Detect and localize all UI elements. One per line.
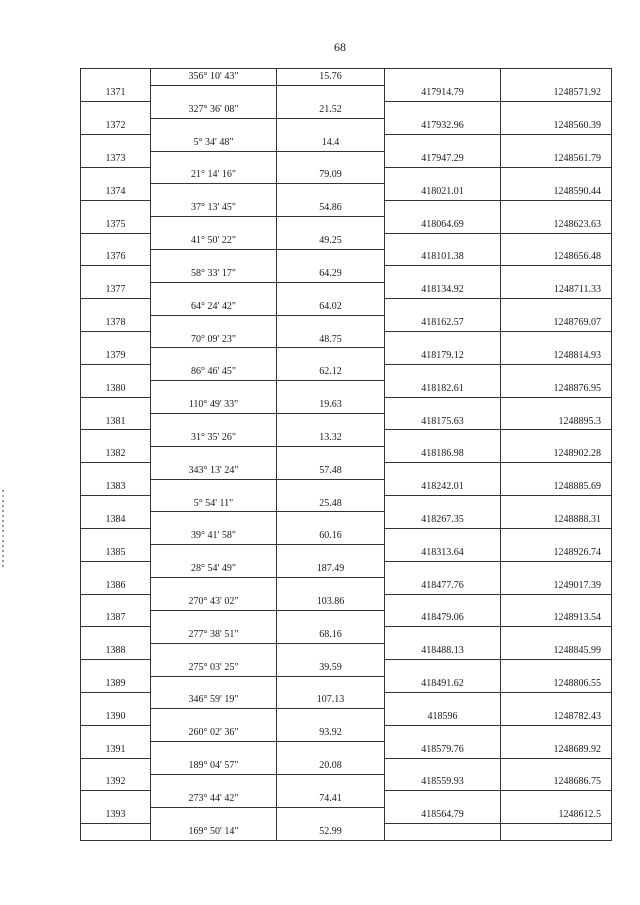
bearing-cell: 37° 13' 45": [151, 200, 277, 216]
point-id-cell: 1371: [81, 85, 151, 101]
x-coordinate-cell: [385, 364, 501, 380]
distance-cell: [277, 151, 385, 167]
x-coordinate-cell: 418182.61: [385, 381, 501, 397]
point-id-cell: [81, 233, 151, 249]
y-coordinate-cell: [501, 561, 612, 577]
distance-cell: 39.59: [277, 660, 385, 676]
distance-cell: 60.16: [277, 528, 385, 544]
table-row-segment: [81, 725, 612, 741]
table-row-point: [81, 742, 612, 758]
y-coordinate-cell: 1248885.69: [501, 479, 612, 495]
distance-cell: 93.92: [277, 725, 385, 741]
y-coordinate-cell: 1248782.43: [501, 709, 612, 725]
table-row-point: [81, 676, 612, 692]
y-coordinate-cell: 1248806.55: [501, 676, 612, 692]
table-row-segment: [81, 758, 612, 774]
table-row-point: [81, 118, 612, 134]
distance-cell: 49.25: [277, 233, 385, 249]
table-row-point: [81, 807, 612, 823]
y-coordinate-cell: 1248686.75: [501, 774, 612, 790]
point-id-cell: [81, 69, 151, 86]
bearing-cell: 31° 35' 26": [151, 430, 277, 446]
table-row-segment: [81, 167, 612, 183]
y-coordinate-cell: 1248769.07: [501, 315, 612, 331]
y-coordinate-cell: [501, 430, 612, 446]
x-coordinate-cell: [385, 496, 501, 512]
y-coordinate-cell: 1248876.95: [501, 381, 612, 397]
bearing-cell: 110° 49' 33": [151, 397, 277, 413]
x-coordinate-cell: 418021.01: [385, 184, 501, 200]
table-row-segment: [81, 332, 612, 348]
x-coordinate-cell: 418579.76: [385, 742, 501, 758]
bearing-cell: 260° 02' 36": [151, 725, 277, 741]
bearing-cell: [151, 381, 277, 397]
distance-cell: [277, 85, 385, 101]
x-coordinate-cell: 418134.92: [385, 282, 501, 298]
bearing-cell: [151, 807, 277, 823]
table-row-segment: [81, 496, 612, 512]
table-row-point: [81, 282, 612, 298]
x-coordinate-cell: 418267.35: [385, 512, 501, 528]
table-row-segment: [81, 594, 612, 610]
bearing-cell: [151, 118, 277, 134]
table-row-point: [81, 85, 612, 101]
bearing-cell: 277° 38' 51": [151, 627, 277, 643]
distance-cell: 79.09: [277, 167, 385, 183]
distance-cell: 74.41: [277, 791, 385, 807]
distance-cell: 13.32: [277, 430, 385, 446]
bearing-cell: 343° 13' 24": [151, 463, 277, 479]
distance-cell: 187.49: [277, 561, 385, 577]
point-id-cell: [81, 824, 151, 841]
table-row-segment: [81, 463, 612, 479]
x-coordinate-cell: 418477.76: [385, 578, 501, 594]
x-coordinate-cell: 417932.96: [385, 118, 501, 134]
distance-cell: [277, 118, 385, 134]
x-coordinate-cell: [385, 200, 501, 216]
table-row-segment: [81, 660, 612, 676]
point-id-cell: 1379: [81, 348, 151, 364]
bearing-cell: [151, 315, 277, 331]
x-coordinate-cell: 418175.63: [385, 414, 501, 430]
bearing-cell: 270° 43' 02": [151, 594, 277, 610]
bearing-cell: [151, 348, 277, 364]
scan-edge-mark: [2, 490, 4, 570]
point-id-cell: 1378: [81, 315, 151, 331]
y-coordinate-cell: 1248711.33: [501, 282, 612, 298]
distance-cell: [277, 676, 385, 692]
y-coordinate-cell: [501, 496, 612, 512]
bearing-cell: [151, 249, 277, 265]
x-coordinate-cell: [385, 69, 501, 86]
point-id-cell: 1372: [81, 118, 151, 134]
distance-cell: [277, 381, 385, 397]
point-id-cell: [81, 200, 151, 216]
y-coordinate-cell: 1248926.74: [501, 545, 612, 561]
y-coordinate-cell: [501, 167, 612, 183]
x-coordinate-cell: [385, 135, 501, 151]
x-coordinate-cell: [385, 233, 501, 249]
table-row-point: [81, 774, 612, 790]
y-coordinate-cell: [501, 725, 612, 741]
bearing-cell: [151, 742, 277, 758]
bearing-cell: 169° 50' 14": [151, 824, 277, 841]
bearing-cell: [151, 217, 277, 233]
table-row-point: [81, 512, 612, 528]
x-coordinate-cell: [385, 692, 501, 708]
y-coordinate-cell: [501, 200, 612, 216]
y-coordinate-cell: [501, 69, 612, 86]
y-coordinate-cell: [501, 824, 612, 841]
bearing-cell: 39° 41' 58": [151, 528, 277, 544]
y-coordinate-cell: 1248561.79: [501, 151, 612, 167]
y-coordinate-cell: [501, 135, 612, 151]
point-id-cell: 1384: [81, 512, 151, 528]
x-coordinate-cell: [385, 102, 501, 118]
distance-cell: 54.86: [277, 200, 385, 216]
y-coordinate-cell: [501, 692, 612, 708]
table-row-point: [81, 348, 612, 364]
y-coordinate-cell: 1248623.63: [501, 217, 612, 233]
point-id-cell: [81, 528, 151, 544]
y-coordinate-cell: [501, 233, 612, 249]
bearing-cell: [151, 151, 277, 167]
table-row-segment: [81, 397, 612, 413]
distance-cell: 64.29: [277, 266, 385, 282]
x-coordinate-cell: 418186.98: [385, 446, 501, 462]
distance-cell: 48.75: [277, 332, 385, 348]
y-coordinate-cell: [501, 528, 612, 544]
point-id-cell: 1387: [81, 610, 151, 626]
table-row-segment: [81, 102, 612, 118]
bearing-cell: 21° 14' 16": [151, 167, 277, 183]
table-row-point: [81, 184, 612, 200]
distance-cell: [277, 184, 385, 200]
table-row-point: [81, 578, 612, 594]
point-id-cell: 1385: [81, 545, 151, 561]
bearing-cell: [151, 610, 277, 626]
distance-cell: [277, 807, 385, 823]
table-row-point: [81, 151, 612, 167]
distance-cell: 15.76: [277, 69, 385, 86]
y-coordinate-cell: 1248612.5: [501, 807, 612, 823]
table-row-segment: [81, 528, 612, 544]
x-coordinate-cell: [385, 430, 501, 446]
x-coordinate-cell: [385, 660, 501, 676]
x-coordinate-cell: [385, 824, 501, 841]
x-coordinate-cell: 417947.29: [385, 151, 501, 167]
y-coordinate-cell: 1248656.48: [501, 249, 612, 265]
y-coordinate-cell: [501, 594, 612, 610]
distance-cell: 107.13: [277, 692, 385, 708]
bearing-cell: [151, 709, 277, 725]
x-coordinate-cell: [385, 332, 501, 348]
table-row-point: [81, 446, 612, 462]
distance-cell: 14.4: [277, 135, 385, 151]
distance-cell: 25.48: [277, 496, 385, 512]
point-id-cell: [81, 660, 151, 676]
table-row-segment: [81, 299, 612, 315]
distance-cell: 21.52: [277, 102, 385, 118]
bearing-cell: [151, 643, 277, 659]
table-row-point: [81, 709, 612, 725]
point-id-cell: 1383: [81, 479, 151, 495]
point-id-cell: 1391: [81, 742, 151, 758]
x-coordinate-cell: 418479.06: [385, 610, 501, 626]
distance-cell: [277, 348, 385, 364]
bearing-cell: [151, 414, 277, 430]
x-coordinate-cell: 418242.01: [385, 479, 501, 495]
y-coordinate-cell: 1248560.39: [501, 118, 612, 134]
bearing-cell: 58° 33' 17": [151, 266, 277, 282]
point-id-cell: [81, 102, 151, 118]
point-id-cell: [81, 791, 151, 807]
table-row-segment: [81, 233, 612, 249]
y-coordinate-cell: 1248902.28: [501, 446, 612, 462]
x-coordinate-cell: 418179.12: [385, 348, 501, 364]
table-row-segment: [81, 627, 612, 643]
y-coordinate-cell: 1248845.99: [501, 643, 612, 659]
table-row-point: [81, 545, 612, 561]
x-coordinate-cell: 418564.79: [385, 807, 501, 823]
bearing-cell: [151, 676, 277, 692]
distance-cell: [277, 315, 385, 331]
x-coordinate-cell: [385, 266, 501, 282]
y-coordinate-cell: [501, 791, 612, 807]
table-row-segment: [81, 200, 612, 216]
y-coordinate-cell: [501, 364, 612, 380]
y-coordinate-cell: [501, 660, 612, 676]
y-coordinate-cell: 1249017.39: [501, 578, 612, 594]
distance-cell: [277, 282, 385, 298]
distance-cell: [277, 512, 385, 528]
table-row-point: [81, 315, 612, 331]
bearing-cell: [151, 446, 277, 462]
bearing-cell: 64° 24' 42": [151, 299, 277, 315]
x-coordinate-cell: 417914.79: [385, 85, 501, 101]
x-coordinate-cell: 418488.13: [385, 643, 501, 659]
distance-cell: [277, 414, 385, 430]
table-row-point: [81, 217, 612, 233]
distance-cell: [277, 446, 385, 462]
table-row-segment: [81, 135, 612, 151]
y-coordinate-cell: [501, 758, 612, 774]
x-coordinate-cell: [385, 397, 501, 413]
bearing-cell: [151, 512, 277, 528]
bearing-cell: [151, 85, 277, 101]
bearing-cell: [151, 479, 277, 495]
table-row-segment: [81, 364, 612, 380]
y-coordinate-cell: [501, 299, 612, 315]
distance-cell: 68.16: [277, 627, 385, 643]
x-coordinate-cell: [385, 594, 501, 610]
point-id-cell: [81, 463, 151, 479]
y-coordinate-cell: 1248895.3: [501, 414, 612, 430]
bearing-cell: [151, 282, 277, 298]
y-coordinate-cell: 1248590.44: [501, 184, 612, 200]
point-id-cell: [81, 430, 151, 446]
bearing-cell: [151, 184, 277, 200]
point-id-cell: [81, 692, 151, 708]
point-id-cell: 1382: [81, 446, 151, 462]
y-coordinate-cell: [501, 627, 612, 643]
table-row-segment: [81, 692, 612, 708]
table-row-segment: [81, 824, 612, 841]
bearing-cell: 86° 46' 45": [151, 364, 277, 380]
point-id-cell: 1375: [81, 217, 151, 233]
table-row-segment: [81, 430, 612, 446]
distance-cell: [277, 545, 385, 561]
distance-cell: [277, 479, 385, 495]
point-id-cell: [81, 299, 151, 315]
point-id-cell: 1376: [81, 249, 151, 265]
point-id-cell: 1380: [81, 381, 151, 397]
distance-cell: 20.08: [277, 758, 385, 774]
y-coordinate-cell: [501, 266, 612, 282]
x-coordinate-cell: [385, 627, 501, 643]
point-id-cell: [81, 397, 151, 413]
point-id-cell: [81, 594, 151, 610]
distance-cell: [277, 709, 385, 725]
distance-cell: [277, 217, 385, 233]
bearing-cell: 273° 44' 42": [151, 791, 277, 807]
distance-cell: [277, 249, 385, 265]
x-coordinate-cell: 418162.57: [385, 315, 501, 331]
distance-cell: [277, 742, 385, 758]
point-id-cell: [81, 266, 151, 282]
point-id-cell: [81, 364, 151, 380]
x-coordinate-cell: [385, 561, 501, 577]
point-id-cell: [81, 332, 151, 348]
page-number: 68: [334, 40, 346, 54]
distance-cell: 52.99: [277, 824, 385, 841]
y-coordinate-cell: [501, 102, 612, 118]
bearing-cell: [151, 774, 277, 790]
table-row-point: [81, 381, 612, 397]
bearing-cell: 5° 54' 11": [151, 496, 277, 512]
x-coordinate-cell: [385, 463, 501, 479]
distance-cell: [277, 610, 385, 626]
bearing-cell: 327° 36' 08": [151, 102, 277, 118]
x-coordinate-cell: 418064.69: [385, 217, 501, 233]
x-coordinate-cell: [385, 725, 501, 741]
table-row-point: [81, 479, 612, 495]
y-coordinate-cell: 1248814.93: [501, 348, 612, 364]
x-coordinate-cell: [385, 167, 501, 183]
bearing-cell: 356° 10' 43": [151, 69, 277, 86]
point-id-cell: 1374: [81, 184, 151, 200]
x-coordinate-cell: [385, 528, 501, 544]
bearing-cell: [151, 578, 277, 594]
distance-cell: 57.48: [277, 463, 385, 479]
table-row-segment: [81, 791, 612, 807]
point-id-cell: [81, 496, 151, 512]
distance-cell: [277, 578, 385, 594]
point-id-cell: 1386: [81, 578, 151, 594]
bearing-cell: [151, 545, 277, 561]
distance-cell: [277, 643, 385, 659]
y-coordinate-cell: 1248689.92: [501, 742, 612, 758]
y-coordinate-cell: [501, 397, 612, 413]
y-coordinate-cell: [501, 463, 612, 479]
point-id-cell: [81, 167, 151, 183]
distance-cell: 64.02: [277, 299, 385, 315]
point-id-cell: 1373: [81, 151, 151, 167]
point-id-cell: [81, 561, 151, 577]
x-coordinate-cell: 418491.62: [385, 676, 501, 692]
point-id-cell: 1381: [81, 414, 151, 430]
bearing-cell: 5° 34' 48": [151, 135, 277, 151]
y-coordinate-cell: 1248571.92: [501, 85, 612, 101]
bearing-cell: 275° 03' 25": [151, 660, 277, 676]
distance-cell: [277, 774, 385, 790]
x-coordinate-cell: [385, 758, 501, 774]
coordinate-table: [80, 68, 612, 841]
point-id-cell: [81, 135, 151, 151]
table-row-segment: [81, 561, 612, 577]
table-row-point: [81, 249, 612, 265]
distance-cell: 103.86: [277, 594, 385, 610]
distance-cell: 62.12: [277, 364, 385, 380]
table-row-point: [81, 610, 612, 626]
point-id-cell: 1390: [81, 709, 151, 725]
y-coordinate-cell: 1248913.54: [501, 610, 612, 626]
x-coordinate-cell: [385, 791, 501, 807]
x-coordinate-cell: 418559.93: [385, 774, 501, 790]
distance-cell: 19.63: [277, 397, 385, 413]
table-row-point: [81, 643, 612, 659]
point-id-cell: 1388: [81, 643, 151, 659]
coordinate-table-body: [81, 69, 612, 841]
bearing-cell: 189° 04' 57": [151, 758, 277, 774]
bearing-cell: 41° 50' 22": [151, 233, 277, 249]
bearing-cell: 70° 09' 23": [151, 332, 277, 348]
bearing-cell: 346° 59' 19": [151, 692, 277, 708]
bearing-cell: 28° 54' 49": [151, 561, 277, 577]
table-row-segment: [81, 266, 612, 282]
point-id-cell: [81, 725, 151, 741]
point-id-cell: [81, 627, 151, 643]
point-id-cell: 1377: [81, 282, 151, 298]
point-id-cell: 1393: [81, 807, 151, 823]
point-id-cell: 1389: [81, 676, 151, 692]
y-coordinate-cell: [501, 332, 612, 348]
point-id-cell: [81, 758, 151, 774]
x-coordinate-cell: [385, 299, 501, 315]
point-id-cell: 1392: [81, 774, 151, 790]
x-coordinate-cell: 418313.64: [385, 545, 501, 561]
table-row-point: [81, 414, 612, 430]
x-coordinate-cell: 418596: [385, 709, 501, 725]
table-row-segment: [81, 69, 612, 86]
x-coordinate-cell: 418101.38: [385, 249, 501, 265]
y-coordinate-cell: 1248888.31: [501, 512, 612, 528]
